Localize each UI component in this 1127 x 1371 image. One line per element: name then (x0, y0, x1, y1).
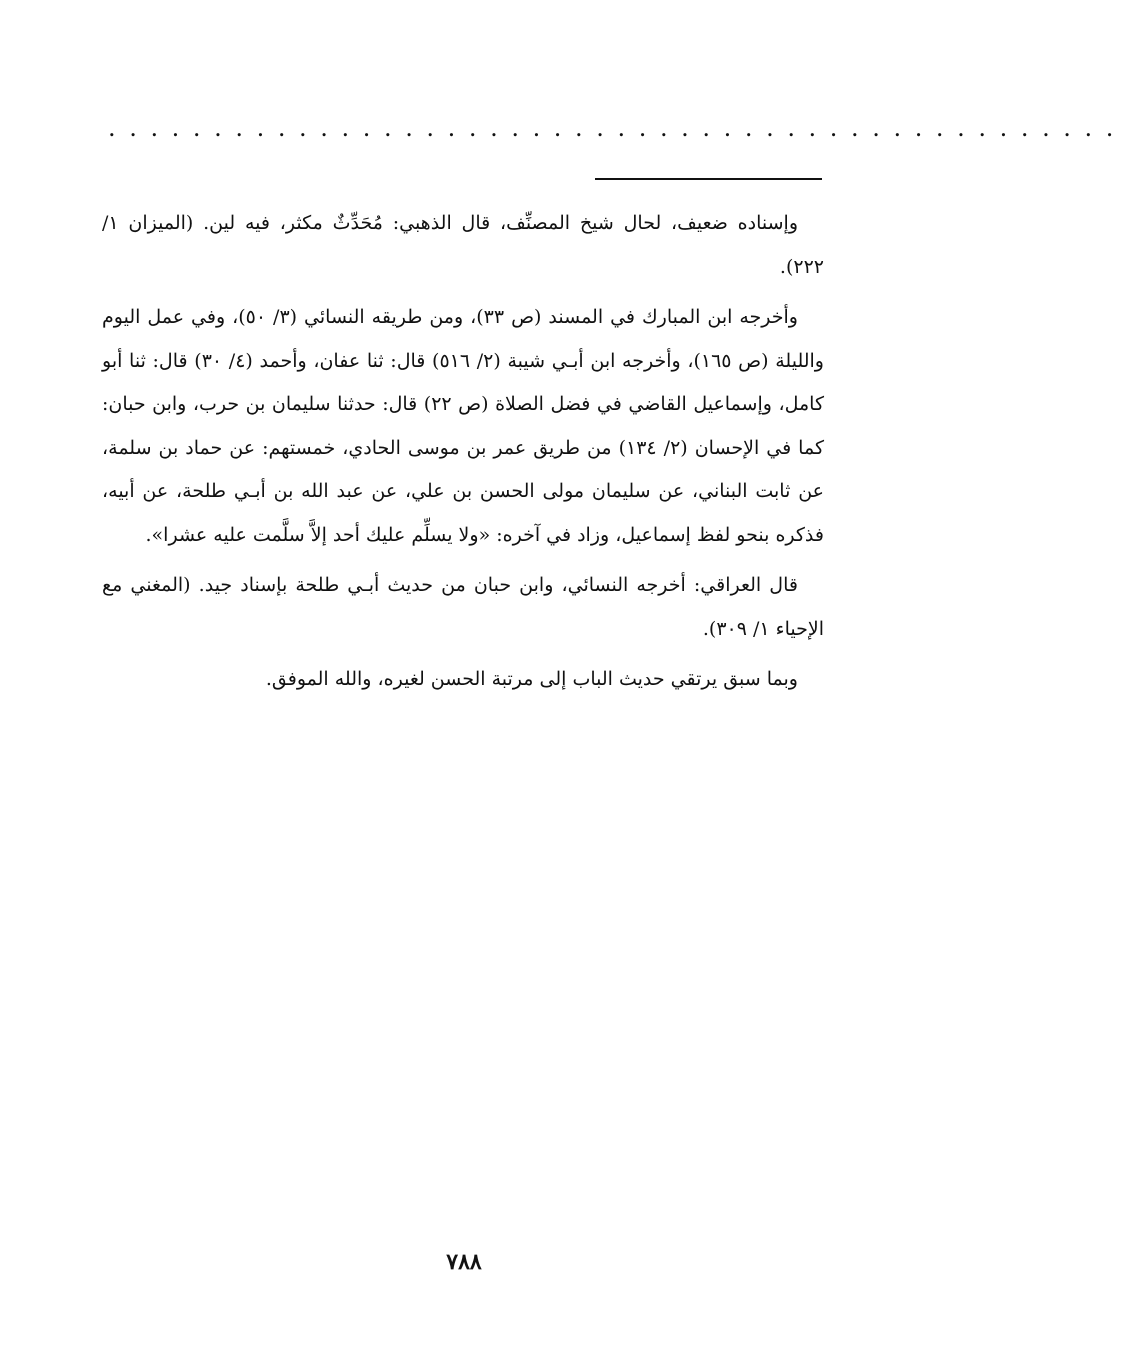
footnote-rule (595, 178, 822, 180)
footnote-text (102, 202, 824, 702)
paragraph-iraqi-quote: قال العراقي: أخرجه النسائي، وابن حبان من حديث أبـي طلحة بإسناد جيد. (المغني مع الإحياء ١/ ٣٠٩). (102, 574, 824, 640)
paragraph-conclusion: وبما سبق يرتقي حديث الباب إلى مرتبة الحسن لغيره، والله الموفق. (265, 668, 798, 690)
page-number: ٧٨٨ (446, 1249, 482, 1275)
dotted-separator: ................................................ (108, 114, 1127, 142)
paragraph-isnad-grading: وإسناده ضعيف، لحال شيخ المصنِّف، قال الذهبي: مُحَدِّثٌ مكثر، فيه لين. (الميزان ١/ ٢٢٢). (102, 212, 824, 278)
paragraph-takhrij: وأخرجه ابن المبارك في المسند (ص ٣٣)، ومن طريقه النسائي (٣/ ٥٠)، وفي عمل اليوم والليلة (ص ١٦٥)، وأخرجه ابن أبـي شيبة (٢/ ٥١٦) قال: ثنا عفان، وأحمد (٤/ ٣٠) قال: ثنا أبو كامل، وإسماعيل القاضي في فضل الصلاة (ص ٢٢) قال: حدثنا سليمان بن حرب، وابن حبان: كما في الإحسان (٢/ ١٣٤) من طريق عمر بن موسى الحادي، خمستهم: عن حماد بن سلمة، عن ثابت البناني، عن سليمان مولى الحسن بن علي، عن عبد الله بن أبـي طلحة، عن أبيه، فذكره بنحو لفظ إسماعيل، وزاد في آخره: «ولا يسلِّم عليك أحد إلاَّ سلَّمت عليه عشرا». (102, 306, 824, 546)
